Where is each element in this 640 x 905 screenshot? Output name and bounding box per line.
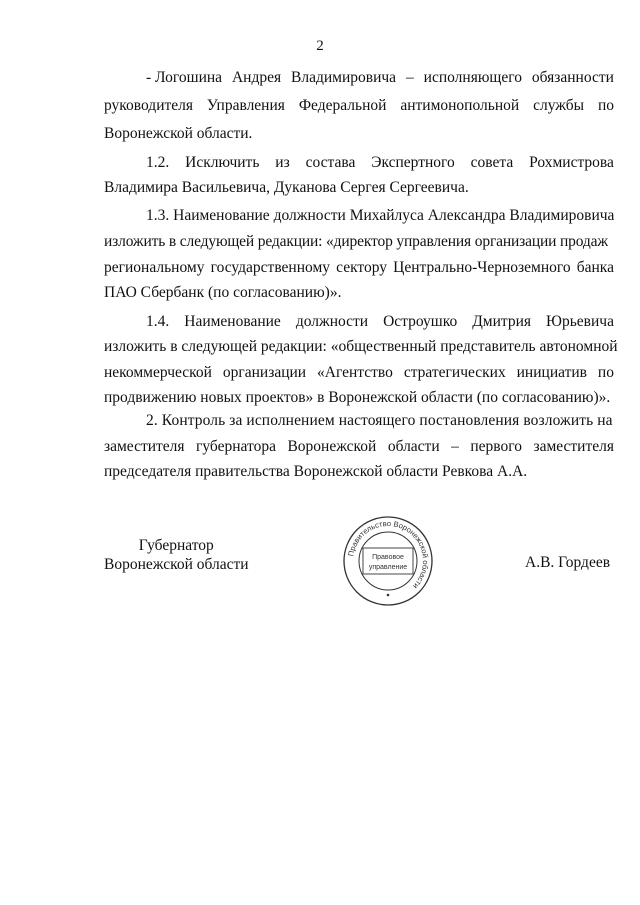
word: Управления bbox=[206, 97, 285, 114]
word: Наименование bbox=[184, 313, 281, 330]
word: первого bbox=[470, 438, 522, 455]
paragraph-2-line-2: Владимира Васильевича, Дуканова Сергея Сергеевича. bbox=[104, 179, 469, 196]
word: 1.2. bbox=[146, 154, 170, 171]
word: стратегических bbox=[403, 364, 506, 381]
word: Экспертного bbox=[371, 154, 455, 171]
word: обязанности bbox=[531, 69, 614, 86]
word: области bbox=[387, 438, 440, 455]
word: из bbox=[275, 154, 290, 171]
word: Юрьевича bbox=[546, 313, 614, 330]
word: заместителя bbox=[104, 438, 185, 455]
word: – bbox=[405, 69, 414, 86]
word: по bbox=[597, 364, 614, 381]
word: некоммерческой bbox=[104, 364, 212, 381]
word: должности bbox=[295, 313, 369, 330]
stamp-center-line-1: Правовое bbox=[372, 554, 404, 561]
signature-title bbox=[104, 536, 249, 574]
word: заместителя bbox=[533, 438, 614, 455]
paragraph-4-line-2: изложить в следующей редакции: «общественный представитель автономной bbox=[104, 338, 618, 355]
word: – bbox=[451, 438, 459, 455]
paragraph-3-line-2: изложить в следующей редакции: «директор управления организации продаж bbox=[104, 233, 608, 250]
word: Федеральной bbox=[298, 97, 387, 114]
word: 1.4. bbox=[146, 313, 170, 330]
paragraph-3-line-3 bbox=[104, 258, 614, 278]
stamp-star-mark bbox=[387, 594, 390, 597]
word: Остроушко bbox=[383, 313, 458, 330]
word: инициатив bbox=[516, 364, 587, 381]
paragraph-5-line-1: 2. Контроль за исполнением настоящего постановления возложить на bbox=[146, 412, 613, 429]
stamp-center-line-2: управление bbox=[368, 564, 408, 571]
word: банка bbox=[576, 259, 614, 276]
signatory-name: А.В. Гордеев bbox=[525, 554, 611, 571]
paragraph-2-line-1 bbox=[146, 153, 614, 173]
word: Владимировича bbox=[291, 69, 397, 86]
paragraph-3-line-1: 1.3. Наименование должности Михайлуса Александра Владимировича bbox=[146, 207, 615, 224]
paragraph-5-line-2 bbox=[104, 437, 614, 457]
legal-department-stamp bbox=[342, 515, 434, 607]
paragraph-4-line-4: продвижению новых проектов» в Воронежской области (по согласованию)». bbox=[104, 389, 611, 406]
paragraph-1-line-1 bbox=[146, 68, 614, 88]
paragraph-5-line-3: председателя правительства Воронежской области Ревкова А.А. bbox=[104, 463, 528, 480]
paragraph-4-line-1 bbox=[146, 312, 614, 332]
word: Дмитрия bbox=[472, 313, 532, 330]
word: губернатора bbox=[196, 438, 276, 455]
word: по bbox=[597, 97, 614, 114]
paragraph-3-line-4: ПАО Сбербанк (по согласованию)». bbox=[104, 284, 342, 301]
word: - Логошина bbox=[146, 69, 223, 86]
word: региональному bbox=[104, 259, 205, 276]
paragraph-4-line-3 bbox=[104, 363, 614, 383]
word: службы bbox=[533, 97, 585, 114]
word: организации bbox=[222, 364, 307, 381]
word: состава bbox=[305, 154, 356, 171]
word: Исключить bbox=[185, 154, 260, 171]
word: совета bbox=[470, 154, 514, 171]
word: исполняющего bbox=[423, 69, 522, 86]
word: государственному bbox=[210, 259, 331, 276]
page-number: 2 bbox=[316, 38, 324, 54]
word: Рохмистрова bbox=[529, 154, 614, 171]
word: руководителя bbox=[104, 97, 194, 114]
stamp-ring-text: Правительство Воронежской области bbox=[346, 518, 431, 591]
signature-title-line-2: Воронежской области bbox=[104, 556, 249, 573]
word: Центрально-Черноземного bbox=[393, 259, 571, 276]
word: Воронежской bbox=[287, 438, 377, 455]
word: «Агентство bbox=[317, 364, 393, 381]
paragraph-1-line-3: Воронежской области. bbox=[104, 125, 253, 142]
word: сектору bbox=[336, 259, 388, 276]
word: Андрея bbox=[231, 69, 282, 86]
word: антимонопольной bbox=[400, 97, 520, 114]
signature-title-line-1: Губернатор bbox=[138, 537, 214, 554]
paragraph-1-line-2 bbox=[104, 96, 614, 116]
